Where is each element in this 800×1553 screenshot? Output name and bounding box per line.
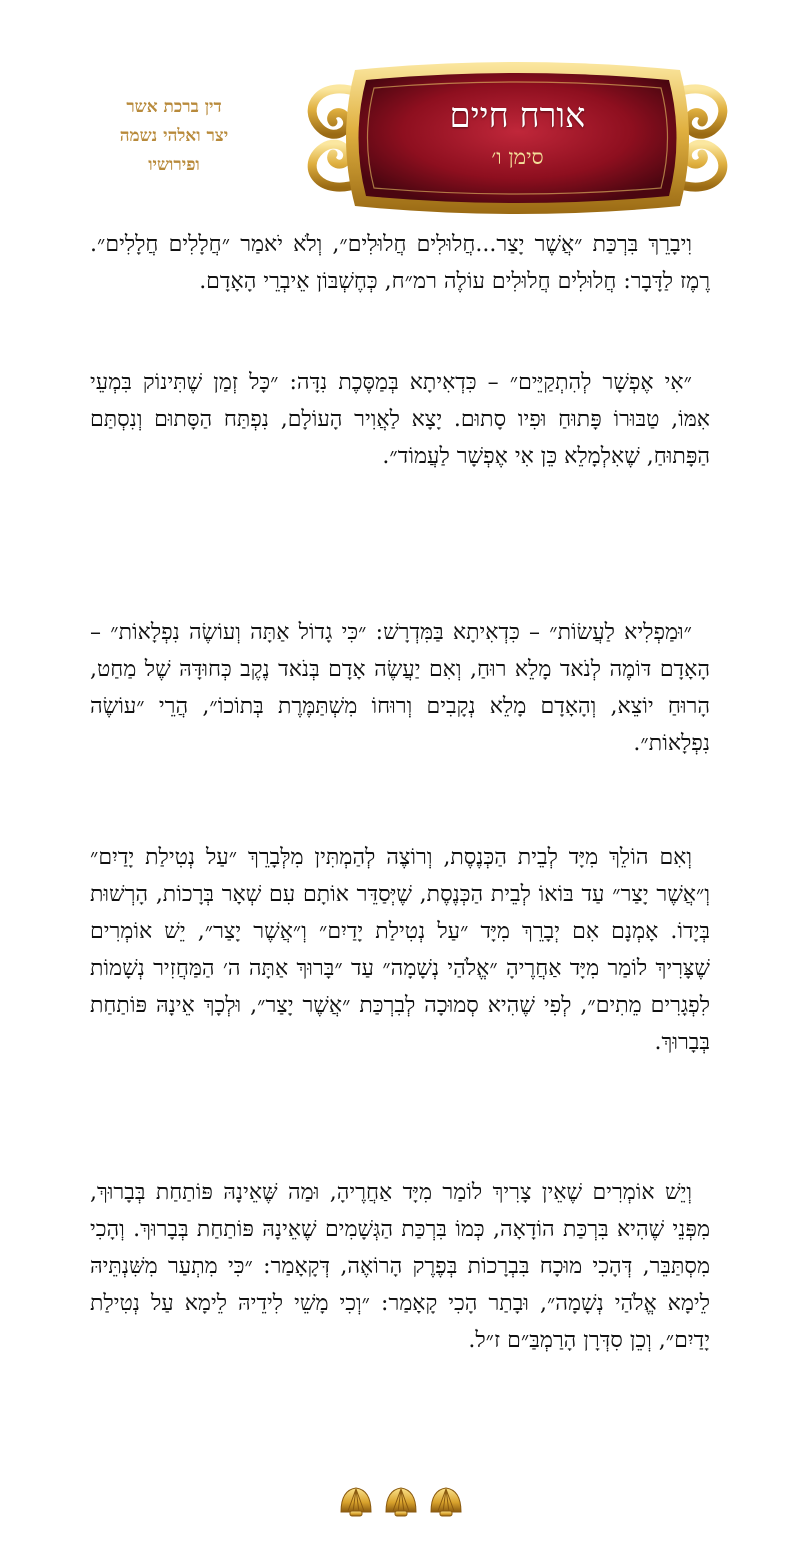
topic-line: ופירושיו <box>148 155 200 175</box>
topic-line: יצר ואלהי נשמה <box>119 126 229 146</box>
paragraph: ״אִי אֶפְשָׁר לְהִתְקַיֵּים״ – כִּדְאִיתָא בְּמַסֶּכֶת נִדָּה: ״כָּל זְמַן שֶׁתִּינוֹק בִּמְעֵי אִמּוֹ, טַבּוּרוֹ פָּתוּחַ וּפִיו סָתוּם. יָצָא לַאֲוִיר הָעוֹלָם, נִפְתַּח הַסָּתוּם וְנִסְתַּם הַפָּתוּחַ, שֶׁאִלְמָלֵא כֵּן אִי אֶפְשָׁר לַעֲמוֹד״. <box>90 370 710 469</box>
shell-ornament-icon <box>336 1482 466 1522</box>
footer-ornament <box>336 1482 466 1522</box>
paragraph: וְיֵשׁ אוֹמְרִים שֶׁאֵין צָרִיךְ לוֹמַר מִיָּד אַחֲרֶיהָ, וּמַה שֶּׁאֵינָהּ פּוֹתַחַת בְּבָרוּךְ, מִפְּנֵי שֶׁהִיא בִּרְכַּת הוֹדָאָה, כְּמוֹ בִּרְכַּת הַגְּשָׁמִים שֶׁאֵינָהּ פּוֹתַחַת בְּבָרוּךְ. וְהָכִי מִסְתַּבֵּר, דְּהָכִי מוּכָח בִּבְרָכוֹת בְּפֶרֶק הָרוֹאֶה, דְּקָאָמַר: ״כִּי מִתְעַר מִשִּׁנְתֵּיהּ לֵימָא אֱלֹהַי נְשָׁמָה״, וּבָתַר הָכִי קָאָמַר: ״וְכִי מָשֵׁי לִידֵיהּ לֵימָא עַל נְטִילַת יָדַיִם״, וְכֵן סִדְּרָן הָרַמְבַּ״ם ז״ל. <box>90 1180 710 1353</box>
chapter-banner <box>300 58 735 218</box>
topic-line: דין ברכת אשר <box>126 97 222 117</box>
paragraph: וְאִם הוֹלֵךְ מִיָּד לְבֵית הַכְּנֶסֶת, וְרוֹצֶה לְהַמְתִּין מִלְּבָרֵךְ ״עַל נְטִילַת יָדַיִם״ וְ״אֲשֶׁר יָצַר״ עַד בּוֹאוֹ לְבֵית הַכְּנֶסֶת, שֶׁיְּסַדֵּר אוֹתָם עִם שְׁאָר בְּרָכוֹת, הָרְשׁוּת בְּיָדוֹ. אָמְנָם אִם יְבָרֵךְ מִיָּד ״עַל נְטִילַת יָדַיִם״ וְ״אֲשֶׁר יָצַר״, יֵשׁ אוֹמְרִים שֶׁצָּרִיךְ לוֹמַר מִיָּד אַחֲרֶיהָ ״אֱלֹהַי נְשָׁמָה״ עַד ״בָּרוּךְ אַתָּה ה׳ הַמַּחֲזִיר נְשָׁמוֹת לִפְגָרִים מֵתִים״, לְפִי שֶׁהִיא סְמוּכָה לְבִרְכַּת ״אֲשֶׁר יָצַר״, וּלְכָךְ אֵינָהּ פּוֹתַחַת בְּבָרוּךְ. <box>90 845 710 1055</box>
topic-heading <box>88 93 260 180</box>
paragraph: ״וּמַפְלִיא לַעֲשׂוֹת״ – כִּדְאִיתָא בַּמִּדְרָשׁ: ״כִּי גָדוֹל אַתָּה וְעוֹשֶׂה נִפְלָאוֹת״ – הָאָדָם דּוֹמֶה לְנֹאד מָלֵא רוּחַ, וְאִם יַעֲשֶׂה אָדָם בְּנֹאד נֶקֶב כְּחוּדָּהּ שֶׁל מַחַט, הָרוּחַ יוֹצֵא, וְהָאָדָם מָלֵא נְקָבִים וְרוּחוֹ מִשְׁתַּמֶּרֶת בְּתוֹכוֹ״, הֲרֵי ״עוֹשֶׂה נִפְלָאוֹת״. <box>90 620 710 756</box>
scroll-banner-icon <box>300 58 735 218</box>
banner-subtitle: סימן ו׳ <box>491 145 544 169</box>
article-body <box>90 226 710 1489</box>
banner-title: אורח חיים <box>449 96 586 136</box>
paragraph: וִיבָרֵךְ בִּרְכַּת ״אֲשֶׁר יָצַר...חֲלוּלִים חֲלוּלִים״, וְלֹא יֹאמַר ״חֲלָלִים חֲלָלִים״. רֶמֶז לַדָּבָר: חֲלוּלִים חֲלוּלִים עוֹלֶה רמ״ח, כְּחֶשְׁבּוֹן אֵיבְרֵי הָאָדָם. <box>90 232 710 294</box>
